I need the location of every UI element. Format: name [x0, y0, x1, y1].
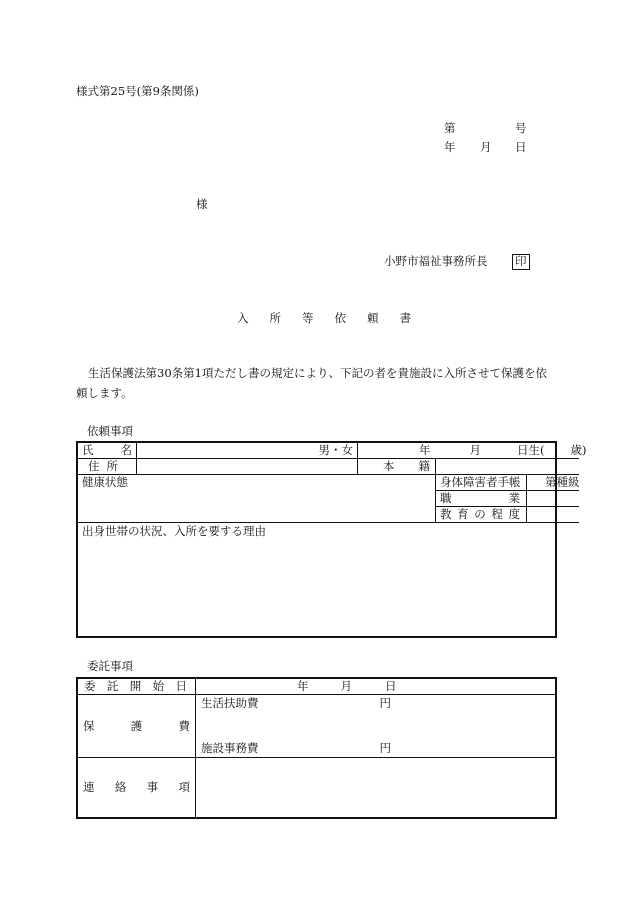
request-table: [76, 441, 587, 638]
name-value-sex: 男・女: [137, 443, 358, 459]
date-month: 月: [480, 140, 492, 154]
addressee-suffix: 様: [196, 197, 208, 211]
protection-cost-values: [196, 695, 555, 758]
domicile-value: [436, 459, 579, 475]
commission-table: [76, 677, 557, 819]
document-title: [237, 313, 411, 325]
contact-items-label: 連 絡 事 項: [78, 758, 196, 817]
disability-grade: 第 種 級: [527, 475, 579, 491]
education-label: 教 育 の 程 度: [436, 507, 527, 523]
commission-section-heading: 委託事項: [87, 659, 133, 673]
title-char: 所: [269, 311, 281, 325]
living-aid-line: [201, 696, 391, 711]
doc-number-go: 号: [515, 121, 527, 135]
body-text-line1: 生活保護法第30条第1項ただし書の規定により、下記の者を貴施設に入所させて保護を依: [88, 366, 547, 380]
seal-mark: 印: [512, 254, 530, 270]
name-label: 氏 名: [78, 443, 137, 459]
protection-cost-label: 保 護 費: [78, 695, 196, 758]
occupation-value: [527, 491, 579, 507]
date-year: 年: [444, 140, 456, 154]
title-char: 頼: [367, 311, 379, 325]
contact-items-value: [196, 758, 555, 817]
living-aid-unit: 円: [379, 696, 391, 710]
title-char: 入: [237, 311, 249, 325]
body-text-line2: 頼します。: [76, 386, 133, 400]
birth-date-field: 年 月 日生( 歳): [358, 443, 579, 459]
address-value: [137, 459, 358, 475]
facility-cost-line: [201, 741, 391, 756]
education-value: [527, 507, 579, 523]
sender-name: 小野市福祉事務所長: [384, 254, 488, 268]
address-label: 住 所: [78, 459, 137, 475]
occupation-label: 職 業: [436, 491, 527, 507]
title-char: 等: [302, 311, 314, 325]
domicile-label: 本 籍: [358, 459, 436, 475]
form-number: 様式第25号(第9条関係): [76, 84, 199, 98]
doc-number-dai: 第: [444, 121, 456, 135]
date-day: 日: [515, 140, 527, 154]
disability-label: 身体障害者手帳: [436, 475, 527, 491]
title-char: 書: [399, 311, 411, 325]
facility-cost-unit: 円: [379, 741, 391, 755]
facility-cost-label: 施設事務費: [201, 741, 259, 755]
request-section-heading: 依頼事項: [87, 424, 133, 438]
start-date-value: 年 月 日: [196, 679, 555, 695]
title-char: 依: [334, 311, 346, 325]
start-date-label: 委 託 開 始 日: [78, 679, 196, 695]
reason-field: 出身世帯の状況、入所を要する理由: [82, 524, 266, 538]
living-aid-label: 生活扶助費: [201, 696, 259, 710]
health-status-field: 健康状態: [78, 475, 436, 523]
